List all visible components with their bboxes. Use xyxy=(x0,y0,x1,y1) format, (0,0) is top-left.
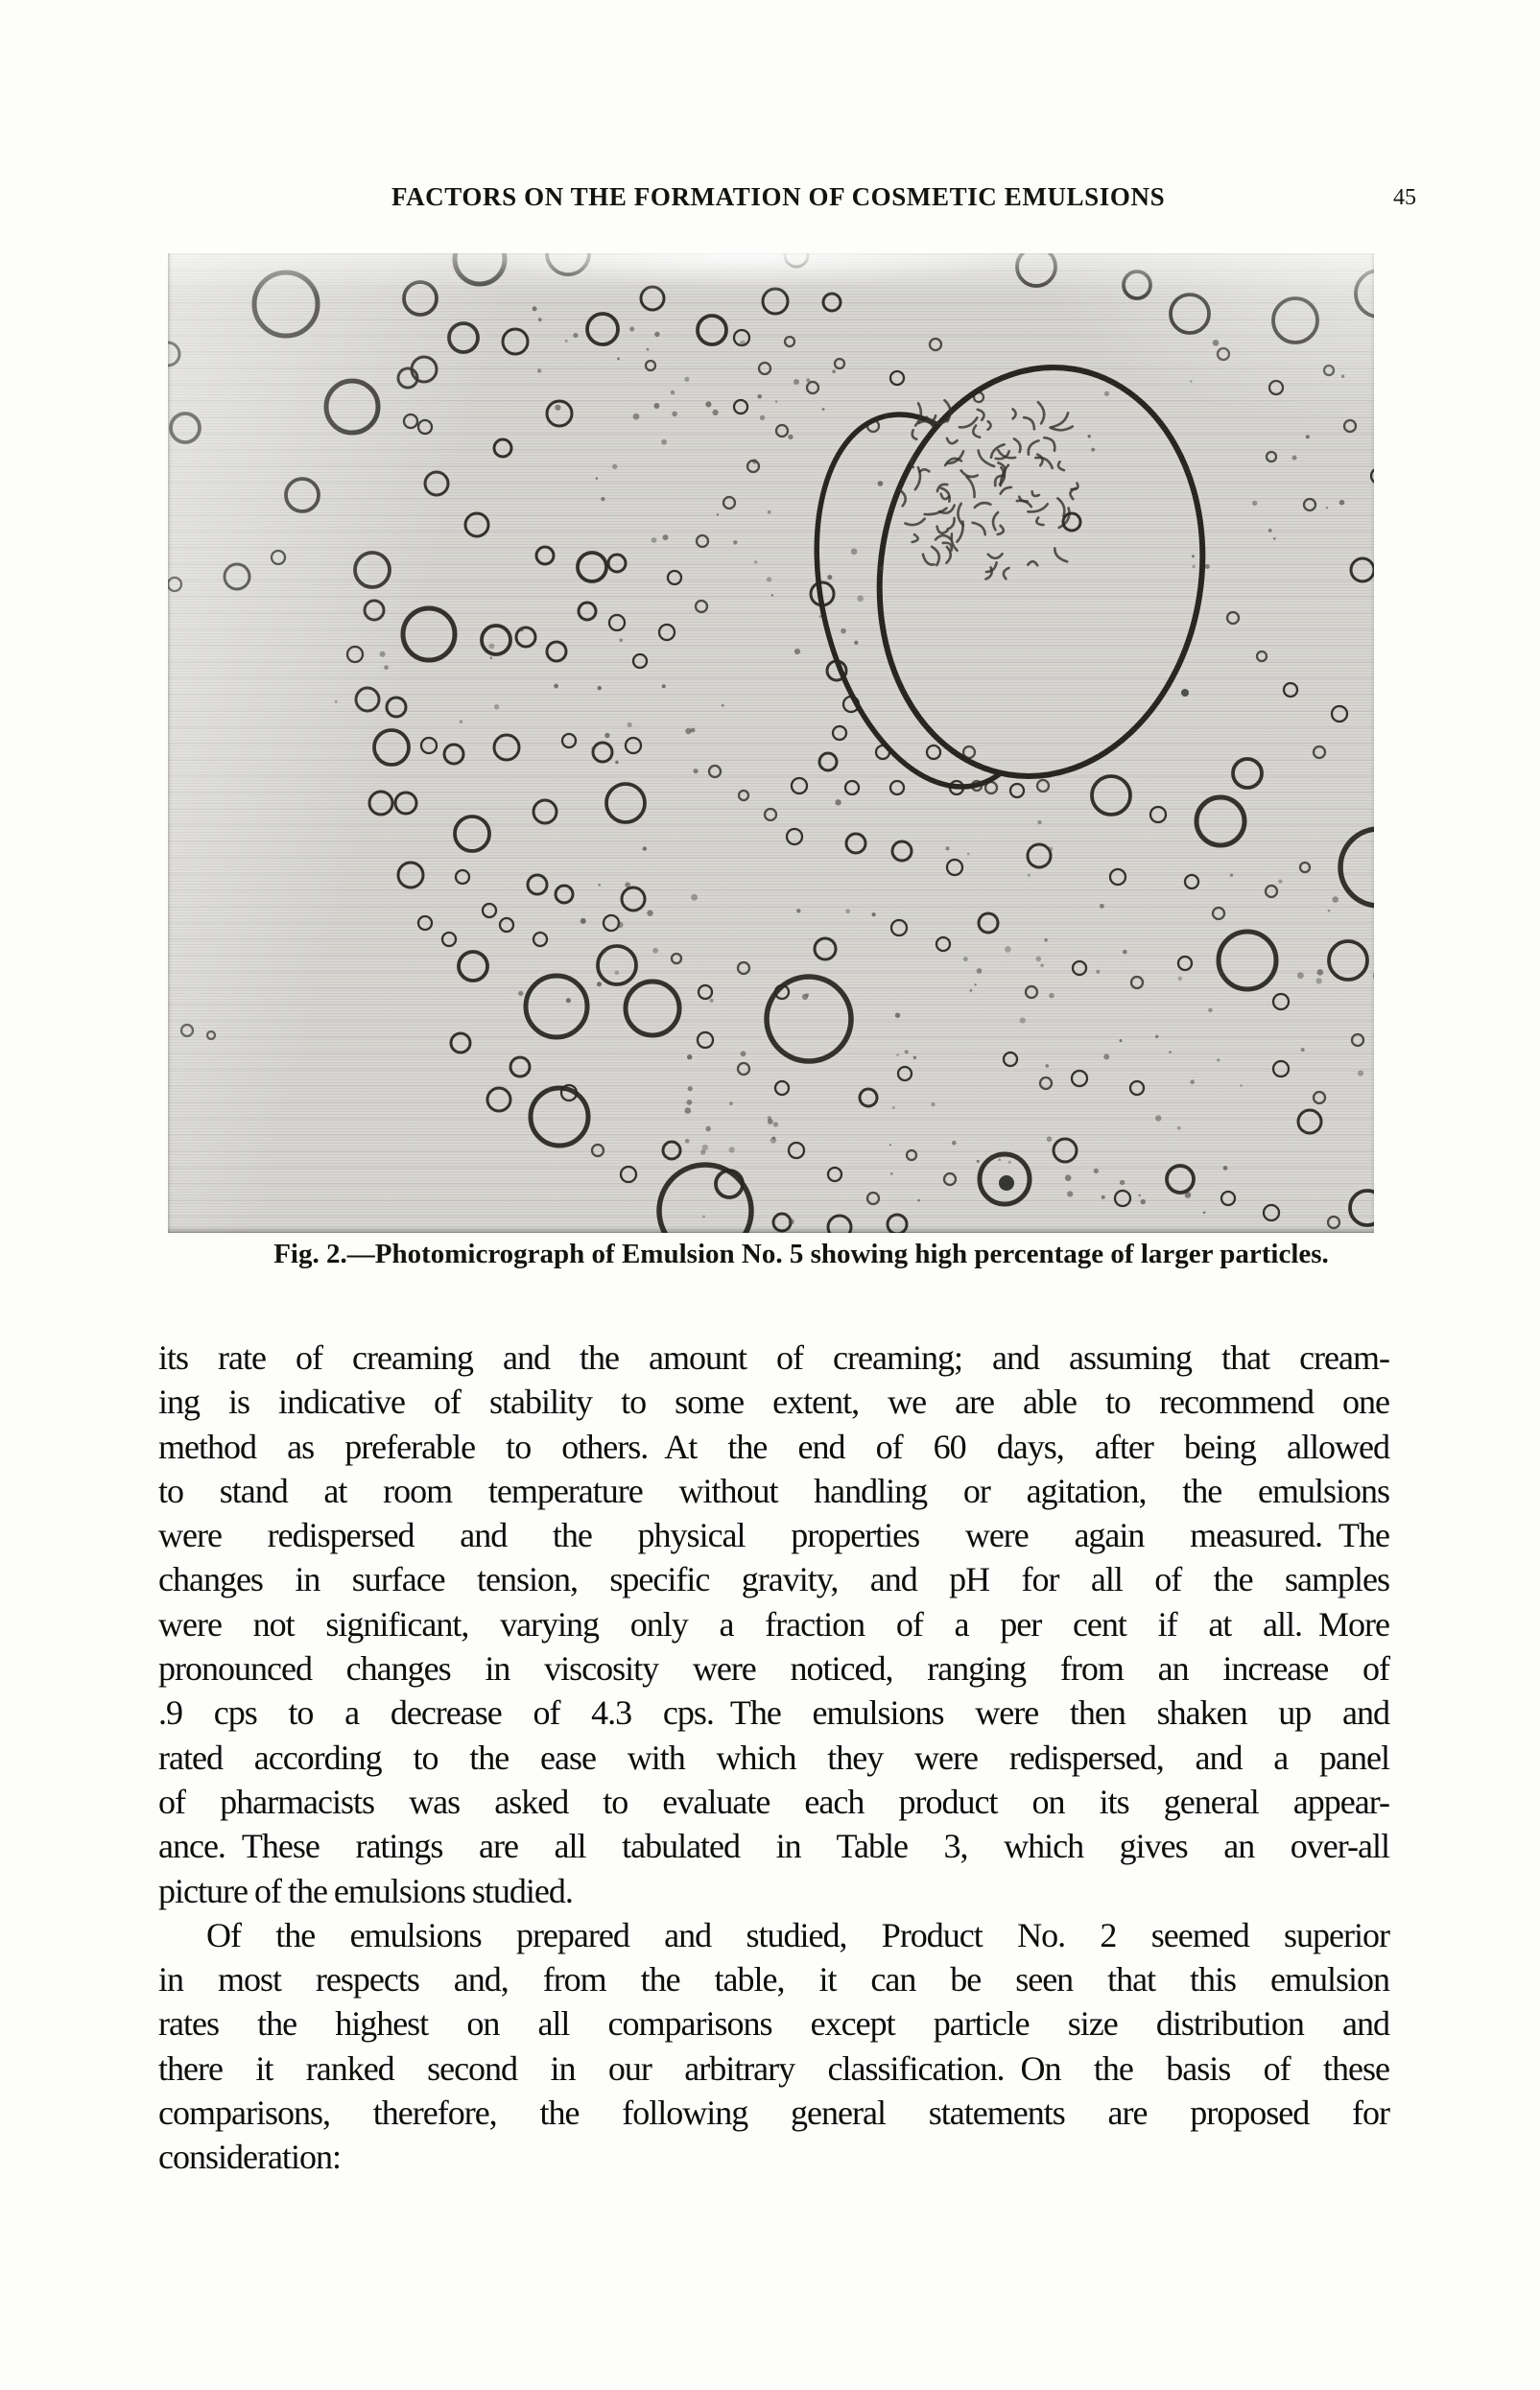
body-line: .9 cps to a decrease of 4.3 cps. The emulsions were then shaken up and xyxy=(158,1693,1389,1733)
body-line: changes in surface tension, specific gravity, and pH for all of the samples xyxy=(158,1560,1389,1599)
figure-caption-text: —Photomicrograph of Emulsion No. 5 showing high percentage of larger particles. xyxy=(346,1239,1329,1269)
body-text xyxy=(158,1336,1389,2180)
body-line: pronounced changes in viscosity were noticed, ranging from an increase of xyxy=(158,1649,1389,1689)
body-line: comparisons, therefore, the following general statements are proposed for xyxy=(158,2094,1389,2133)
body-line: were not significant, varying only a fraction of a per cent if at all. More xyxy=(158,1604,1389,1644)
page-number: 45 xyxy=(1393,185,1416,210)
body-line: of pharmacists was asked to evaluate each product on its general appear- xyxy=(158,1782,1389,1821)
photomicrograph-figure xyxy=(168,253,1374,1233)
body-line: rated according to the ease with which they were redispersed, and a panel xyxy=(158,1738,1389,1777)
body-line: picture of the emulsions studied. xyxy=(158,1871,573,1910)
body-line: ing is indicative of stability to some extent, we are able to recommend one xyxy=(158,1383,1389,1422)
body-line: method as preferable to others. At the end of 60 days, after being allowed xyxy=(158,1427,1389,1466)
figure-caption xyxy=(158,1239,1444,1270)
body-line: Of the emulsions prepared and studied, Product No. 2 seemed superior xyxy=(206,1915,1389,1954)
body-line: to stand at room temperature without handling or agitation, the emulsions xyxy=(158,1471,1389,1510)
body-line: were redispersed and the physical properties were again measured. The xyxy=(158,1516,1389,1555)
body-line: in most respects and, from the table, it can be seen that this emulsion xyxy=(158,1960,1389,2000)
body-line: ance. These ratings are all tabulated in Table 3, which gives an over-all xyxy=(158,1827,1389,1866)
micrograph-svg xyxy=(168,253,1374,1233)
body-line: its rate of creaming and the amount of creaming; and assuming that cream- xyxy=(158,1338,1389,1377)
body-line: rates the highest on all comparisons except particle size distribution and xyxy=(158,2004,1389,2044)
figure-caption-label: Fig. 2. xyxy=(273,1239,347,1269)
running-head-title: FACTORS ON THE FORMATION OF COSMETIC EMULSIONS xyxy=(391,182,1166,211)
body-line: there it ranked second in our arbitrary classification. On the basis of these xyxy=(158,2048,1389,2088)
body-line: consideration: xyxy=(158,2138,341,2177)
